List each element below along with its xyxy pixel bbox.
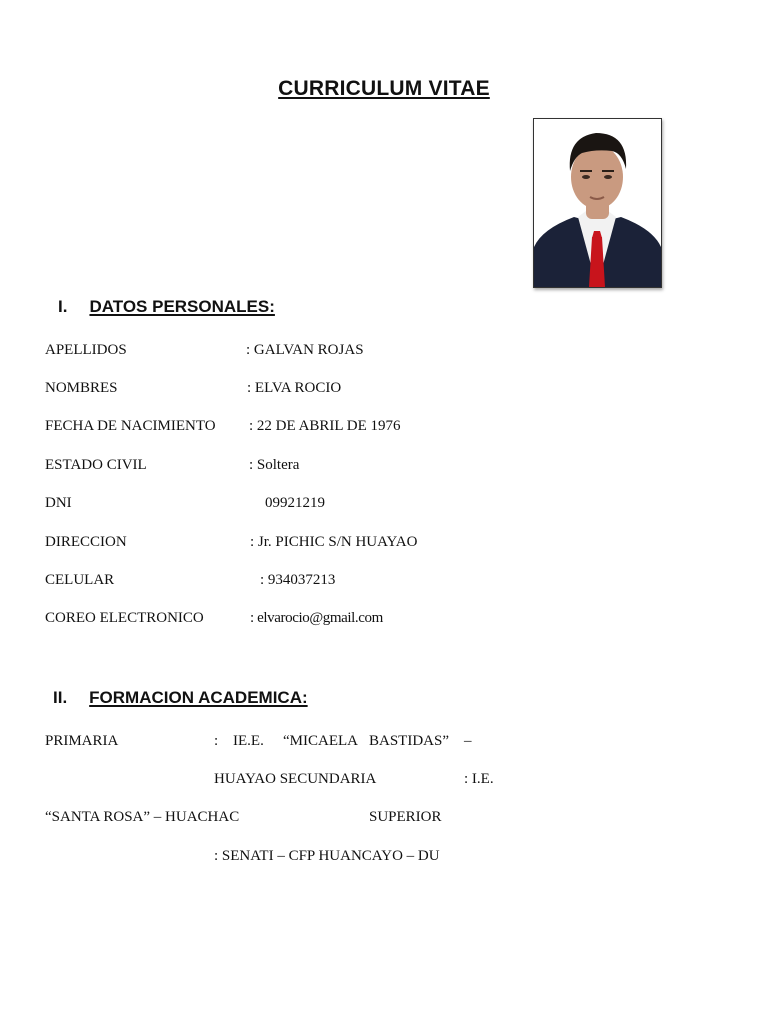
academic-line-3: “SANTA ROSA” – HUACHAC xyxy=(45,809,240,825)
academic-primaria-label: PRIMARIA xyxy=(45,733,119,749)
academic-school-name-2: BASTIDAS” xyxy=(369,733,450,749)
profile-photo xyxy=(533,118,662,288)
section-title: DATOS PERSONALES: xyxy=(89,297,275,316)
section-title: FORMACION ACADEMICA: xyxy=(89,688,308,707)
academic-colon: : xyxy=(214,733,219,749)
academic-dash: – xyxy=(464,733,472,749)
row-value-celular: : 934037213 xyxy=(260,572,336,588)
document-title: CURRICULUM VITAE xyxy=(278,77,490,100)
row-value-correo: : elvarocio@gmail.com xyxy=(250,610,383,626)
academic-ie: IE.E. xyxy=(233,733,264,749)
row-value-dni: 09921219 xyxy=(265,495,325,511)
row-label-nombres: NOMBRES xyxy=(45,380,118,396)
portrait-image xyxy=(534,119,661,287)
section-number: II. xyxy=(53,688,68,707)
row-label-direccion: DIRECCION xyxy=(45,534,127,550)
row-label-dni: DNI xyxy=(45,495,72,511)
academic-superior-label: SUPERIOR xyxy=(369,809,442,825)
row-value-fecha-nacimiento: : 22 DE ABRIL DE 1976 xyxy=(249,418,401,434)
row-label-apellidos: APELLIDOS xyxy=(45,342,127,358)
row-value-apellidos: : GALVAN ROJAS xyxy=(246,342,364,358)
row-label-celular: CELULAR xyxy=(45,572,115,588)
section-heading-personal xyxy=(58,297,275,317)
section-number: I. xyxy=(58,297,68,316)
row-label-correo: COREO ELECTRONICO xyxy=(45,610,204,626)
row-value-direccion: : Jr. PICHIC S/N HUAYAO xyxy=(250,534,418,550)
academic-line-2: HUAYAO SECUNDARIA xyxy=(214,771,377,787)
row-value-estado-civil: : Soltera xyxy=(249,457,300,473)
row-label-estado-civil: ESTADO CIVIL xyxy=(45,457,147,473)
row-value-nombres: : ELVA ROCIO xyxy=(247,380,342,396)
academic-school-name-1: “MICAELA xyxy=(283,733,358,749)
section-heading-academic xyxy=(53,688,308,708)
row-label-fecha-nacimiento: FECHA DE NACIMIENTO xyxy=(45,418,216,434)
academic-line-2-ie: : I.E. xyxy=(464,771,494,787)
academic-line-4: : SENATI – CFP HUANCAYO – DU xyxy=(214,848,440,864)
